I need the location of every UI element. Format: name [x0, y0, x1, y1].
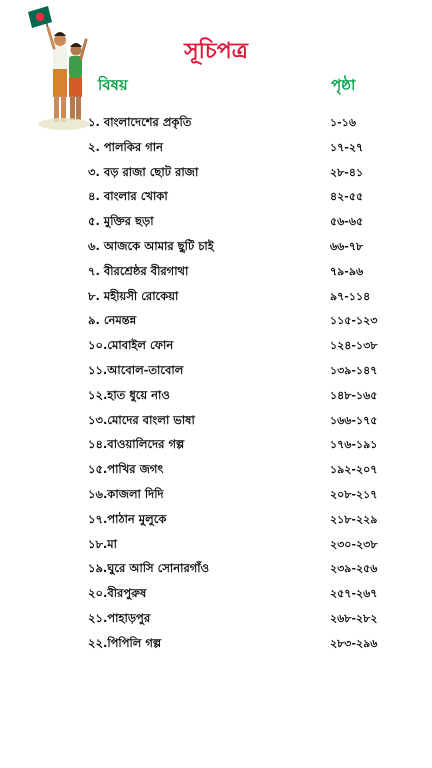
toc-row[interactable]: [0, 135, 432, 160]
toc-title: ১০.মোবাইল ফোন: [88, 338, 174, 353]
toc-row[interactable]: [0, 581, 432, 606]
toc-title: ৯. নেমন্তন্ন: [88, 313, 137, 328]
toc-row[interactable]: [0, 383, 432, 408]
toc-page-range: ১-১৬: [330, 116, 356, 129]
toc-page-range: ১৪৮-১৬৫: [330, 388, 378, 402]
toc-page-range: ৬৬-৭৮: [330, 239, 364, 253]
toc-row[interactable]: [0, 631, 432, 656]
toc-row[interactable]: [0, 532, 432, 557]
toc-title: ৬. আজকে আমার ছুটি চাই: [88, 238, 214, 253]
toc-row[interactable]: [0, 110, 432, 135]
toc-title: ৮. মহীয়সী রোকেয়া: [88, 288, 179, 303]
toc-page-range: ২৮-৪১: [330, 165, 364, 179]
toc-title: ১৫.পাখির জগৎ: [88, 462, 164, 477]
toc-row[interactable]: [0, 408, 432, 433]
toc-title: ২২.পিপিলি গল্প: [88, 635, 162, 650]
toc-title: ৫. মুক্তির ছড়া: [88, 214, 154, 229]
toc-row[interactable]: [0, 259, 432, 284]
toc-title: ১৩.মোদের বাংলা ভাষা: [88, 412, 195, 427]
toc-row[interactable]: [0, 507, 432, 532]
toc-title: ১. বাংলাদেশের প্রকৃতি: [88, 115, 192, 129]
toc-page-range: ১৩৯-১৪৭: [330, 363, 378, 377]
toc-page-range: ২৬৮-২৮২: [330, 611, 378, 625]
toc-row[interactable]: [0, 209, 432, 234]
table-of-contents: [0, 110, 432, 656]
toc-title: ২১.পাহাড়পুর: [88, 610, 151, 625]
toc-title: ১৮.মা: [88, 536, 118, 551]
toc-page-range: ২৮৩-২৯৬: [330, 636, 378, 650]
toc-page-range: ৪২-৫৫: [330, 190, 364, 204]
bangladesh-flag-icon: [28, 6, 52, 28]
toc-row[interactable]: [0, 184, 432, 209]
toc-title: ৩. বড় রাজা ছোট রাজা: [88, 164, 199, 179]
toc-row[interactable]: [0, 482, 432, 507]
toc-row[interactable]: [0, 308, 432, 333]
toc-title: ৭. বীরশ্রেষ্ঠর বীরগাথা: [88, 263, 189, 278]
toc-row[interactable]: [0, 160, 432, 185]
toc-title: ২০.বীরপুরুষ: [88, 586, 147, 601]
toc-page-range: ২৫৭-২৬৭: [330, 587, 378, 601]
toc-page-range: ১৭৬-১৯১: [330, 438, 378, 452]
toc-title: ১৭.পাঠান মুলুকে: [88, 511, 167, 526]
toc-page-range: ১৭-২৭: [330, 140, 364, 154]
toc-page-range: ২৩৯-২৫৬: [330, 562, 378, 576]
toc-row[interactable]: [0, 457, 432, 482]
toc-row[interactable]: [0, 432, 432, 457]
toc-title: ১২.হাত ধুয়ে নাও: [88, 387, 170, 402]
toc-row[interactable]: [0, 284, 432, 309]
toc-row[interactable]: [0, 358, 432, 383]
toc-title: ৪. বাংলার খোকা: [88, 189, 168, 204]
toc-row[interactable]: [0, 556, 432, 581]
toc-title: ১৯.ঘুরে আসি সোনারগাঁও: [88, 561, 210, 576]
toc-page-range: ২১৮-২২৯: [330, 512, 378, 526]
toc-page-range: ১৬৬-১৭৫: [330, 413, 378, 427]
toc-page-range: ১২৪-১৩৮: [330, 339, 378, 353]
toc-row[interactable]: [0, 606, 432, 631]
toc-row[interactable]: [0, 333, 432, 358]
page-title: সূচিপত্র: [184, 39, 248, 64]
toc-title: ১৪.বাওয়ালিদের গল্প: [88, 437, 185, 452]
page-column-heading: পৃষ্ঠা: [331, 76, 356, 94]
toc-page-range: ৯৭-১১৪: [330, 289, 371, 303]
toc-page-range: ৭৯-৯৬: [330, 264, 364, 278]
toc-row[interactable]: [0, 234, 432, 259]
toc-page-range: ২০৮-২১৭: [330, 487, 378, 501]
toc-title: ১১.আবোল-তাবোল: [88, 362, 184, 377]
toc-page-range: ৫৬-৬৫: [330, 215, 364, 229]
toc-page-range: ১৯২-২০৭: [330, 463, 378, 477]
subject-column-heading: বিষয়: [98, 76, 128, 94]
toc-page-range: ২৩০-২৩৮: [330, 537, 378, 551]
toc-title: ১৬.কাজলা দিদি: [88, 486, 164, 501]
toc-page-range: ১১৫-১২৩: [330, 314, 378, 328]
toc-title: ২. পালকির গান: [88, 139, 163, 154]
